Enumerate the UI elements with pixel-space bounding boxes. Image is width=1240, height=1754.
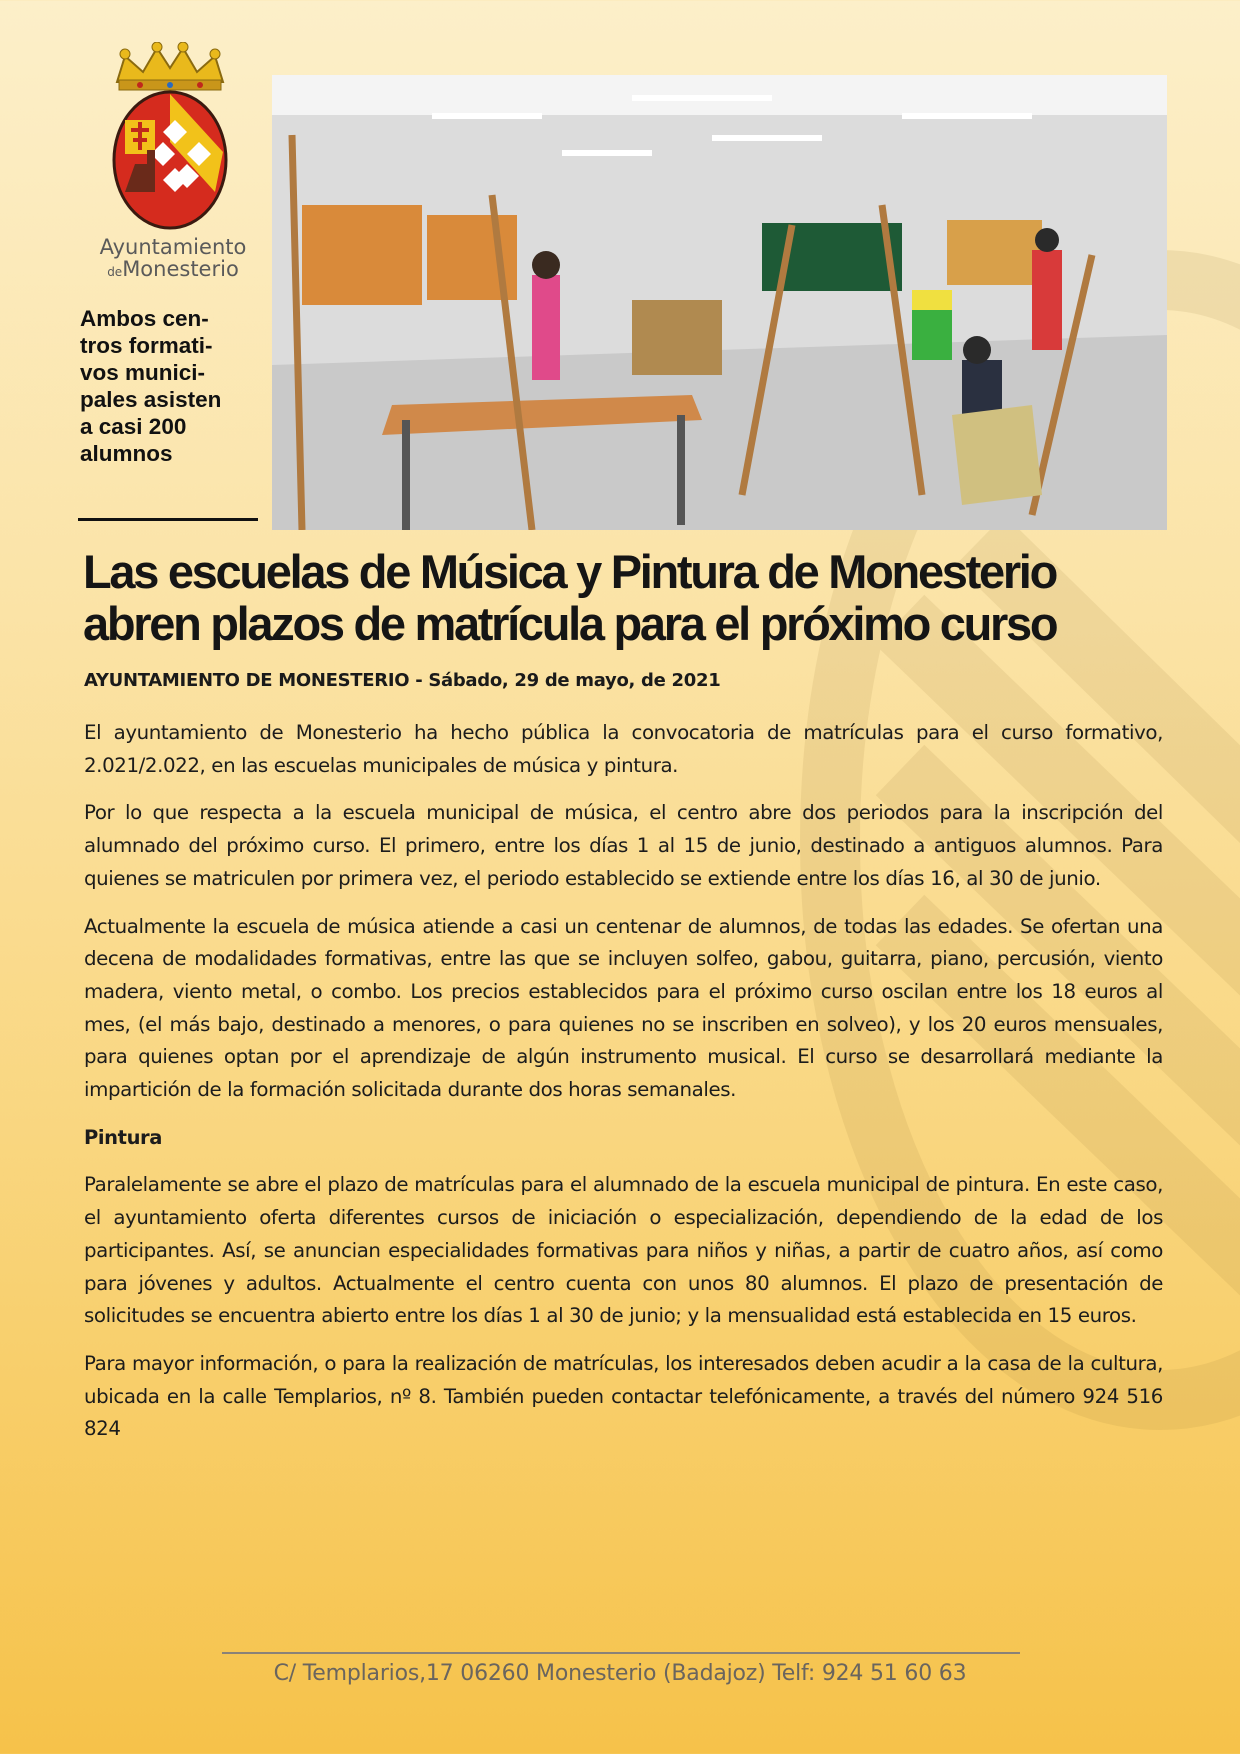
article-paragraph: Actualmente la escuela de música atiende a casi un centenar de alumnos, de todas las edades. Se ofertan una decena de modalidades formativas, entre las que se incluyen solfeo, gabou, guitarra, piano, percusión, viento madera, viento metal, o combo. Los precios establecidos para el próximo curso oscilan entre los 18 euros al mes, (el más bajo, destinado a menores, o para quienes no se inscriben en solveo), y los 20 euros mensuales, para quienes optan por el aprendizaje de algún instrumento musical. El curso se desarrollará mediante la impartición de la formación solicitada durante dos horas semanales. <box>84 914 1163 1102</box>
footer-address: C/ Templarios,17 06260 Monesterio (Badajoz) Telf: 924 51 60 63 <box>273 1661 967 1686</box>
article-paragraph: Por lo que respecta a la escuela municipal de música, el centro abre dos periodos para la inscripción del alumnado del próximo curso. El primero, entre los días 1 al 15 de junio, destinado a antiguos alumnos. Para quienes se matriculen por primera vez, el periodo establecido se extiende entre los días 16, al 30 de junio. <box>84 801 1163 890</box>
logo-name-line2: Monesterio <box>122 257 239 282</box>
pull-quote-line: a casi 200 <box>80 414 187 439</box>
pull-quote-line: tros formati- <box>80 333 213 358</box>
municipality-logo-text <box>98 236 248 280</box>
sidebar-pull-quote <box>80 305 250 467</box>
classroom-photo <box>272 75 1167 530</box>
pull-quote-line: pales asisten <box>80 387 222 412</box>
pull-quote-line: vos munici- <box>80 360 206 385</box>
section-subheading: Pintura <box>84 1125 163 1149</box>
article-body <box>84 717 1163 1461</box>
article-headline <box>83 546 1183 650</box>
article-paragraph: Paralelamente se abre el plazo de matrículas para el alumnado de la escuela municipal de pintura. En este caso, el ayuntamiento oferta diferentes cursos de iniciación o especialización, dependiendo de la edad de los participantes. Así, se anuncian especialidades formativas para niños y niñas, a partir de cuatro años, así como para jóvenes y adultos. Actualmente el centro cuenta con unos 80 alumnos. El plazo de presentación de solicitudes se encuentra abierto entre los días 1 al 30 de junio; y la mensualidad está establecida en 15 euros. <box>84 1173 1163 1328</box>
article-paragraph: Para mayor información, o para la realización de matrículas, los interesados deben acudir a la casa de la cultura, ubicada en la calle Templarios, nº 8. También pueden contactar telefónicamente, a través del número 924 516 824 <box>84 1351 1163 1441</box>
headline-line: abren plazos de matrícula para el próximo curso <box>83 597 1057 650</box>
pull-quote-line: alumnos <box>80 441 173 466</box>
sidebar-divider <box>78 518 258 521</box>
coat-of-arms-logo <box>95 42 245 232</box>
logo-name-line1: Ayuntamiento <box>99 235 247 259</box>
article-byline: AYUNTAMIENTO DE MONESTERIO - Sábado, 29 de mayo, de 2021 <box>84 670 721 691</box>
logo-name-de: de <box>107 265 123 280</box>
article-paragraph: El ayuntamiento de Monesterio ha hecho pública la convocatoria de matrículas para el curso formativo, 2.021/2.022, en las escuelas municipales de música y pintura. <box>84 721 1163 777</box>
pull-quote-line: Ambos cen- <box>80 306 209 331</box>
headline-line: Las escuelas de Música y Pintura de Monesterio <box>83 545 1056 598</box>
footer-divider <box>222 1652 1020 1654</box>
